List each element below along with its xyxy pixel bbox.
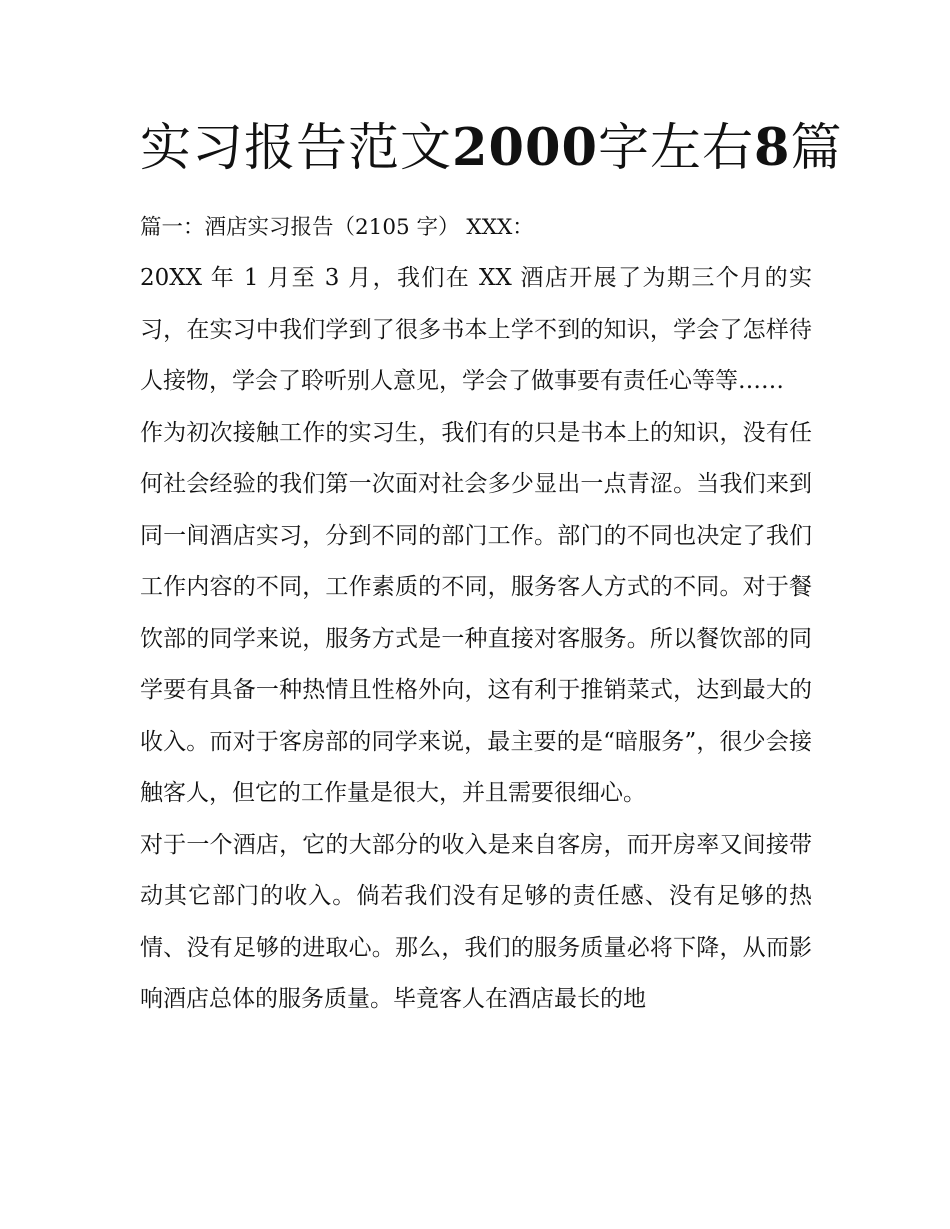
title-part-1: 实习报告范文 xyxy=(140,119,453,178)
document-title xyxy=(140,112,843,185)
title-part-2: 2000 xyxy=(452,118,598,178)
title-part-4: 8 xyxy=(753,118,791,178)
paragraph-3: 对于一个酒店，它的大部分的收入是来自客房，而开房率又间接带动其它部门的收入。倘若我们没有足够的责任感、没有足够的热情、没有足够的进取心。那么，我们的服务质量必将下降，从而影响酒店总体的服务质量。毕竟客人在酒店最长的地 xyxy=(140,831,812,1012)
section-heading: 篇一：酒店实习报告（2105 字） XXX： xyxy=(140,215,534,240)
title-part-5: 篇 xyxy=(790,119,843,178)
paragraph-2: 作为初次接触工作的实习生，我们有的只是书本上的知识，没有任何社会经验的我们第一次面对社会多少显出一点青涩。当我们来到同一间酒店实习，分到不同的部门工作。部门的不同也决定了我们工作内容的不同，工作素质的不同，服务客人方式的不同。对于餐饮部的同学来说，服务方式是一种直接对客服务。所以餐饮部的同学要有具备一种热情且性格外向，这有利于推销菜式，达到最大的收入。而对于客房部的同学来说，最主要的是“暗服务”，很少会接触客人，但它的工作量是很大，并且需要很细心。 xyxy=(140,419,812,806)
title-part-3: 字左右 xyxy=(597,119,754,178)
paragraph-1: 20XX 年 1 月至 3 月，我们在 XX 酒店开展了为期三个月的实习，在实习中我们学到了很多书本上学不到的知识，学会了怎样待人接物，学会了聆听别人意见，学会了做事要有责任心等等…… xyxy=(140,265,812,394)
document-page xyxy=(140,112,843,1026)
